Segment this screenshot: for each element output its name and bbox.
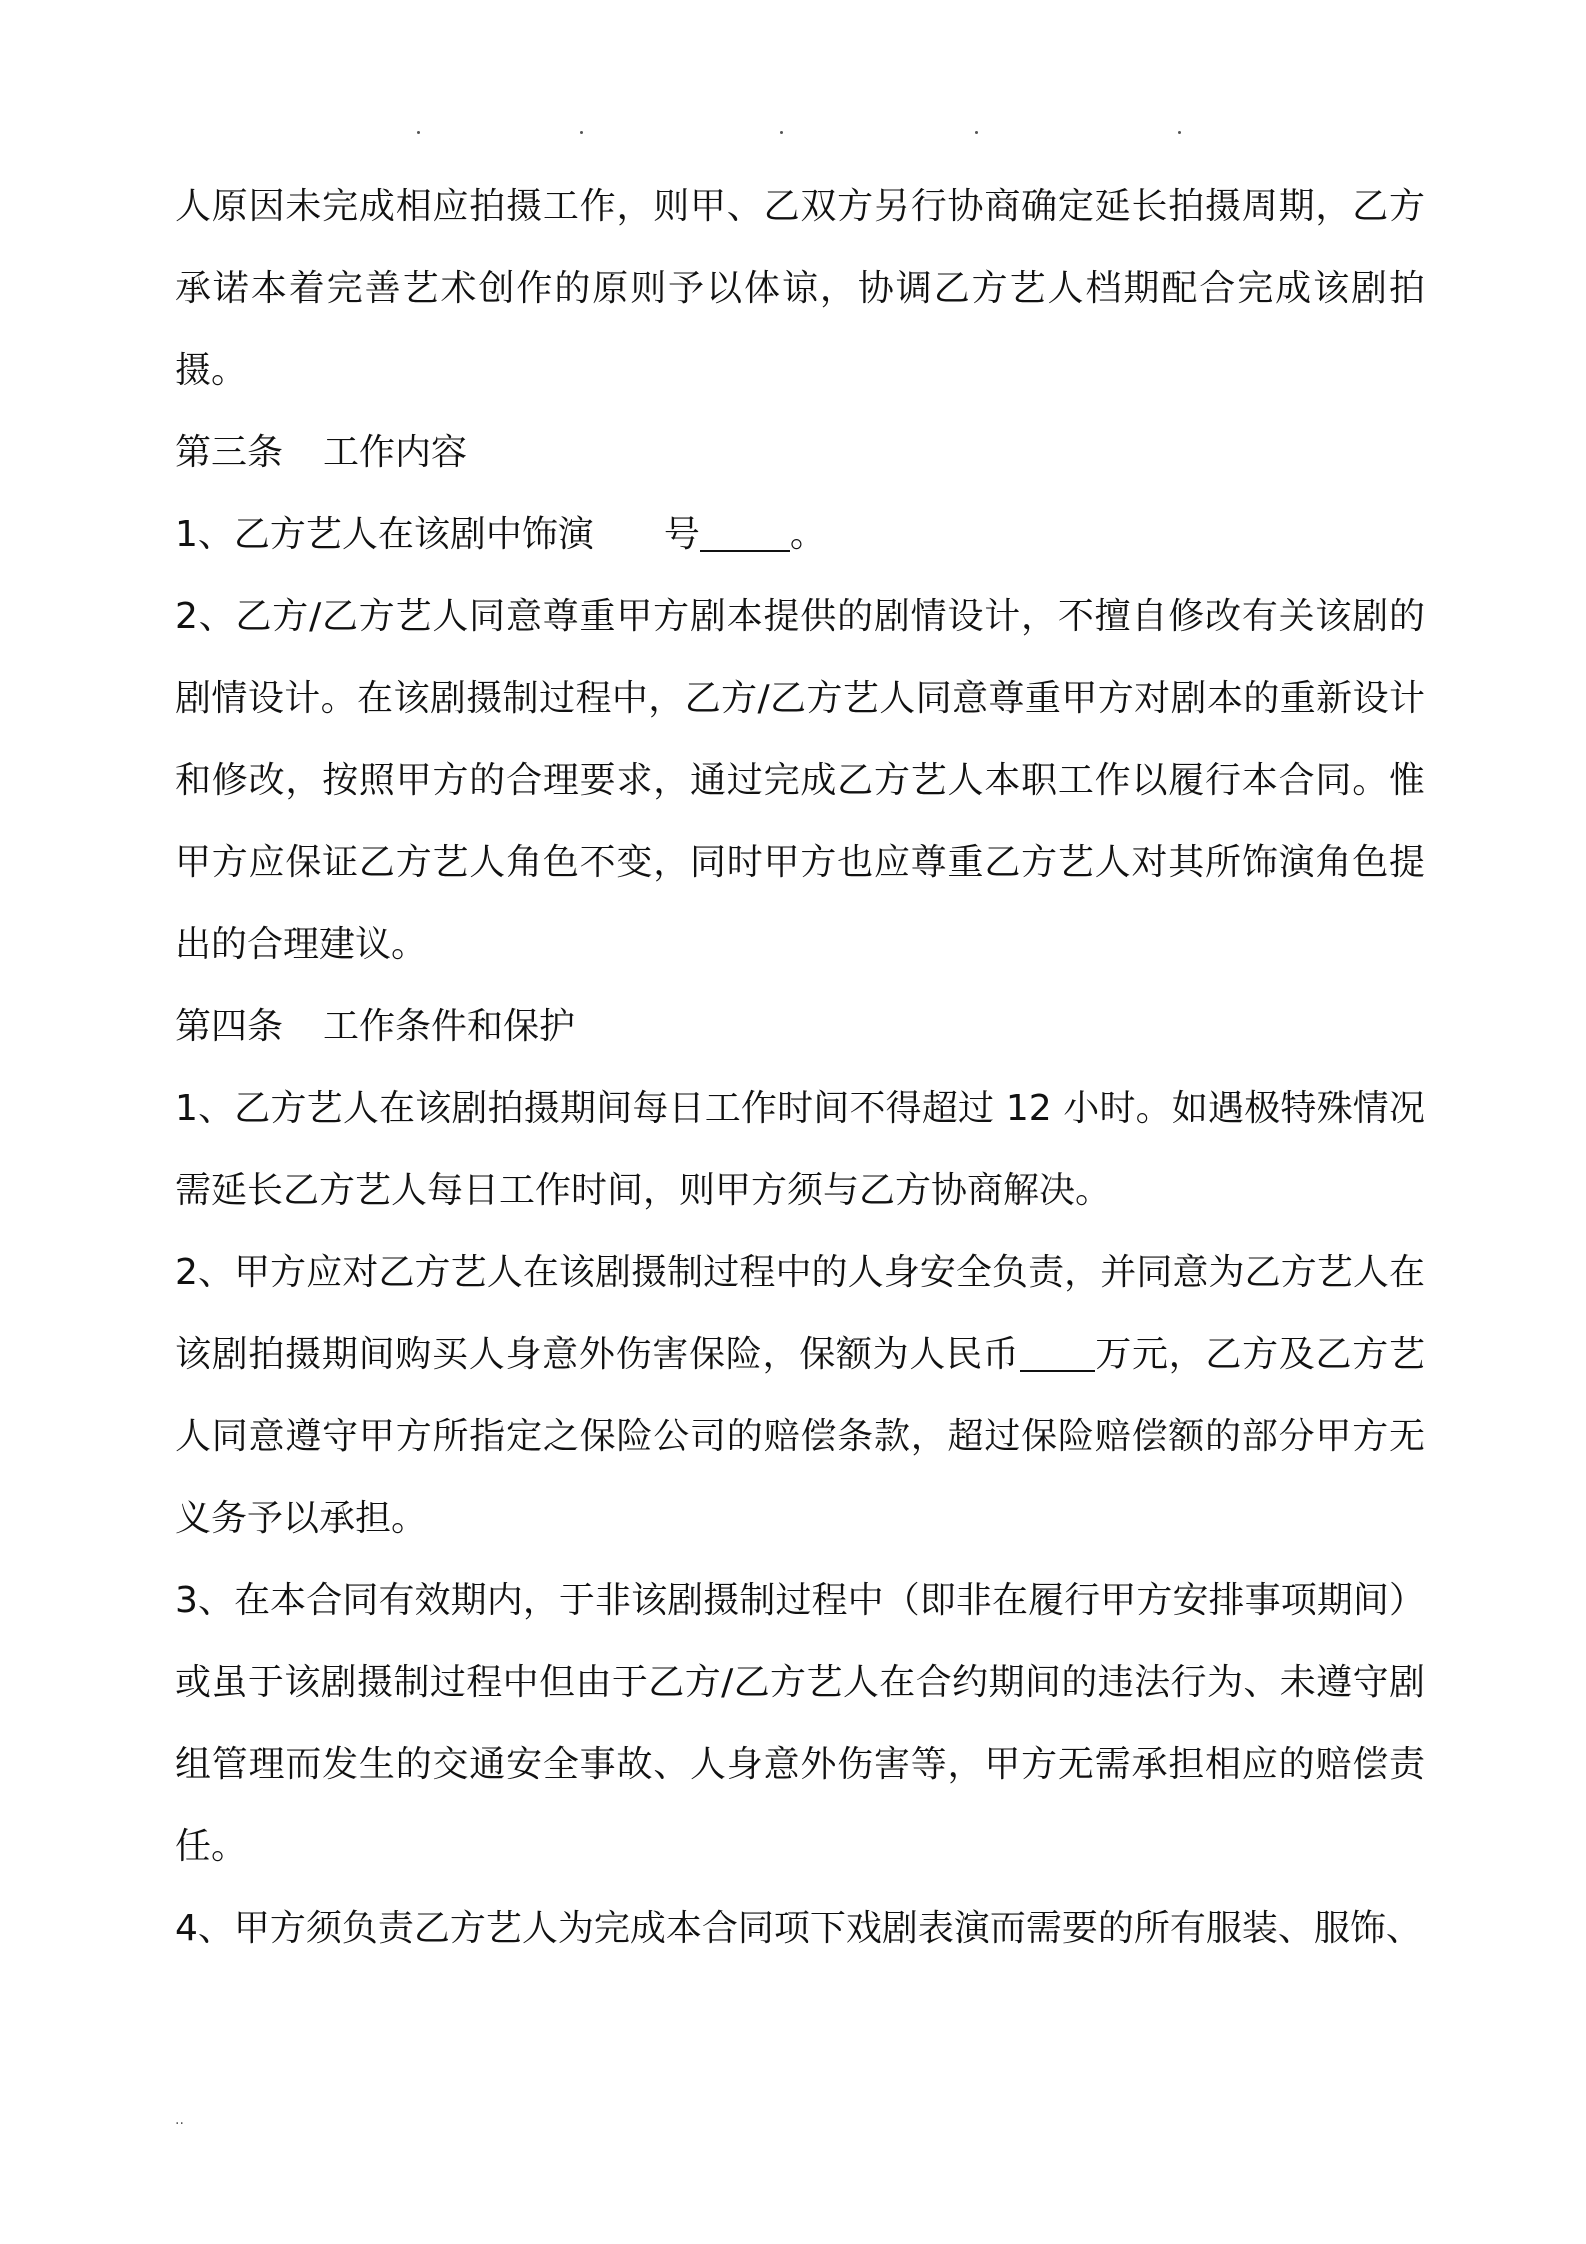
- footer-mark: ..: [175, 2112, 184, 2128]
- article-3-heading: [175, 412, 1425, 494]
- scan-dot: [1178, 131, 1181, 134]
- article-3-item-1-mid: 号: [663, 514, 700, 555]
- insurance-amount-blank: [1020, 1334, 1095, 1372]
- scan-dot: [580, 131, 583, 134]
- article-3-item-2: 2、乙方/乙方艺人同意尊重甲方剧本提供的剧情设计，不擅自修改有关该剧的剧情设计。在该剧摄制过程中，乙方/乙方艺人同意尊重甲方对剧本的重新设计和修改，按照甲方的合理要求，通过完成乙方艺人本职工作以履行本合同。惟甲方应保证乙方艺人角色不变，同时甲方也应尊重乙方艺人对其所饰演角色提出的合理建议。: [175, 596, 1425, 965]
- article-4-item-2-prefix: 2、甲方应对乙方艺人在该剧摄制过程中的人身安全负责，并同意为乙方艺人在该剧拍摄期间购买人身意外伤害保险，保额为人民币: [175, 1252, 1425, 1375]
- scan-dot: [780, 131, 783, 134]
- article-4-item-4: 4、甲方须负责乙方艺人为完成本合同项下戏剧表演而需要的所有服装、服饰、: [175, 1908, 1422, 1949]
- article-4-heading: [175, 986, 1425, 1068]
- article-4-title: 工作条件和保护: [323, 1006, 576, 1047]
- article-4-number: 第四条: [175, 1006, 284, 1047]
- article-3-item-1-prefix: 1、乙方艺人在该剧中饰演: [175, 514, 594, 555]
- article-3-title: 工作内容: [323, 432, 468, 473]
- article-4-item-2-suffix: 万元，乙方及乙方艺人同意遵守甲方所指定之保险公司的赔偿条款，超过保险赔偿额的部分甲方无义务予以承担。: [175, 1334, 1425, 1539]
- continuation-paragraph: 人原因未完成相应拍摄工作，则甲、乙双方另行协商确定延长拍摄周期，乙方承诺本着完善艺术创作的原则予以体谅，协调乙方艺人档期配合完成该剧拍摄。: [175, 186, 1425, 391]
- scan-dot: [417, 131, 420, 134]
- article-3-item-1-suffix: 。: [789, 514, 826, 555]
- scan-dot: [975, 131, 978, 134]
- role-number-blank: [700, 514, 790, 552]
- article-4-item-2: [175, 1232, 1425, 1560]
- contract-body: [175, 166, 1425, 1970]
- article-4-item-3: 3、在本合同有效期内，于非该剧摄制过程中（即非在履行甲方安排事项期间）或虽于该剧摄制过程中但由于乙方/乙方艺人在合约期间的违法行为、未遵守剧组管理而发生的交通安全事故、人身意外伤害等，甲方无需承担相应的赔偿责任。: [175, 1580, 1425, 1867]
- article-3-item-1: [175, 494, 1425, 576]
- article-3-number: 第三条: [175, 432, 284, 473]
- article-4-item-1: 1、乙方艺人在该剧拍摄期间每日工作时间不得超过 12 小时。如遇极特殊情况需延长乙方艺人每日工作时间，则甲方须与乙方协商解决。: [175, 1088, 1425, 1211]
